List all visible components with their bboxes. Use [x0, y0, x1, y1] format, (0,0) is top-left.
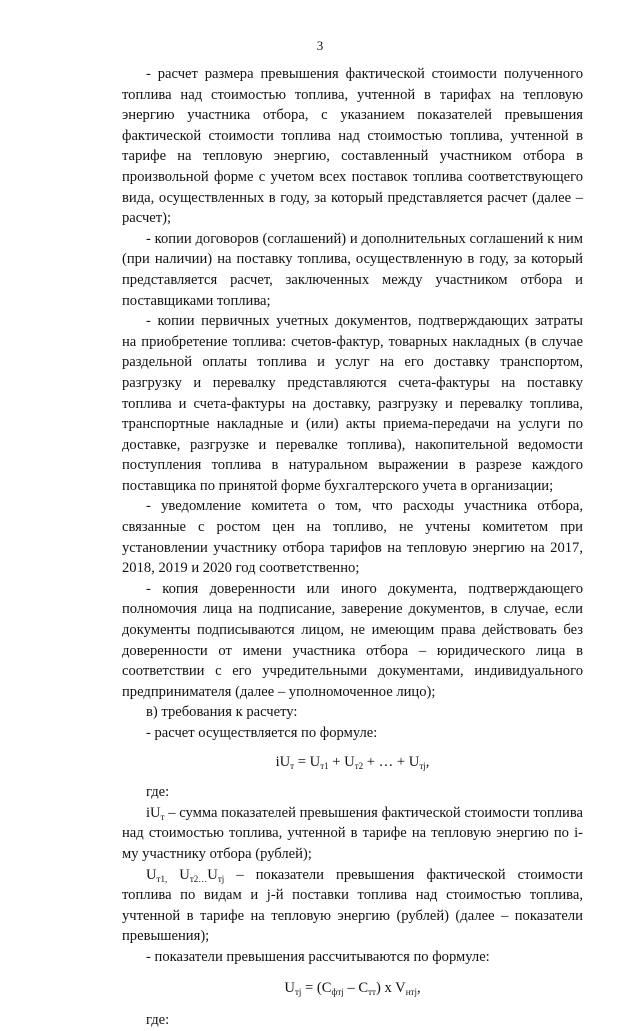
paragraph-power-of-attorney: - копия доверенности или иного документа, подтверждающего полномочия лица на подписание, заверение документов, в случае, если документы подписываются лицом, не имеющим права действовать без доверенности от имени участника отбора – юридического лица в соответствии с его учредительными документами, индивидуального предпринимателя (далее – уполномоченное лицо); — [122, 580, 583, 700]
paragraph-primary-documents: - копии первичных учетных документов, подтверждающих затраты на приобретение топлива: счетов-фактур, товарных накладных (в случае раздельной оплаты топлива и услуг на его доставку транспортом, разгрузку и перевалку представляются счета-фактуры на поставку топлива и счета-фактуры на доставку, разгрузку и перевалку топлива, транспортные накладные и (или) акты приема-передачи на услуги по доставке, разгрузке и перевалке топлива), накопительной ведомости поступления топлива в натуральном выражении в разрезе каждого поставщика по принятой форме бухгалтерского учета в организации; — [122, 313, 583, 494]
paragraph-formula-intro: - расчет осуществляется по формуле: — [146, 725, 378, 741]
paragraph-definition-indicators: $U_{т1,}$ $U_{т2\dots}U_{тj}$ – показатели превышения фактической стоимости топлива по видам и j-й поставки топлива над стоимостью топлива, учтенной в тарифе на тепловую энергию (рублей) (далее – показатели превышения); — [122, 866, 583, 945]
page-number: 3 — [316, 38, 324, 53]
formula-total-excess: $iU_т = U_{т1} + U_{т2}$ + … + $U_{тj}$, — [275, 753, 430, 771]
paragraph-where-1: где: — [146, 784, 170, 801]
paragraph-formula-intro-2: - показатели превышения рассчитываются по формуле: — [146, 948, 490, 965]
formula-excess-indicator: $U_{тj} = (C_{фтj} - C_{тт})$ x $V_{нтj}$, — [284, 979, 421, 997]
paragraph-fuel-cost-calculation: - расчет размера превышения фактической стоимости полученного топлива над стоимостью топлива, учтенной в тарифах на тепловую энергию участника отбора, с указанием показателей превышения фактической стоимости топлива над стоимостью топлива, учтенной в тарифе на тепловую энергию, составленный участником отбора в произвольной форме с учетом всех поставок топлива соответствующего вида, осуществленных в году, за который представляется расчет (далее – расчет); — [122, 66, 583, 227]
paragraph-committee-notice: - уведомление комитета о том, что расходы участника отбора, связанные с ростом цен на топливо, не учтены комитетом при установлении участнику отбора тарифов на тепловую энергию на 2017, 2018, 2019 и 2020 год соответственно; — [122, 498, 583, 577]
paragraph-where-2: где: — [146, 1012, 170, 1029]
paragraph-contract-copies: - копии договоров (соглашений) и дополнительных соглашений к ним (при наличии) на поставку топлива, осуществленную в году, за который представляется расчет, заключенных между участником отбора и поставщиками топлива; — [122, 230, 583, 309]
document-body — [122, 64, 583, 1031]
paragraph-calculation-requirements: в) требования к расчету: — [146, 704, 298, 721]
paragraph-definition-total: $iU_т$ – сумма показателей превышения фактической стоимости топлива над стоимостью топлива, учтенной в тарифе на тепловую энергию по i-му участнику отбора (рублей); — [122, 804, 583, 862]
